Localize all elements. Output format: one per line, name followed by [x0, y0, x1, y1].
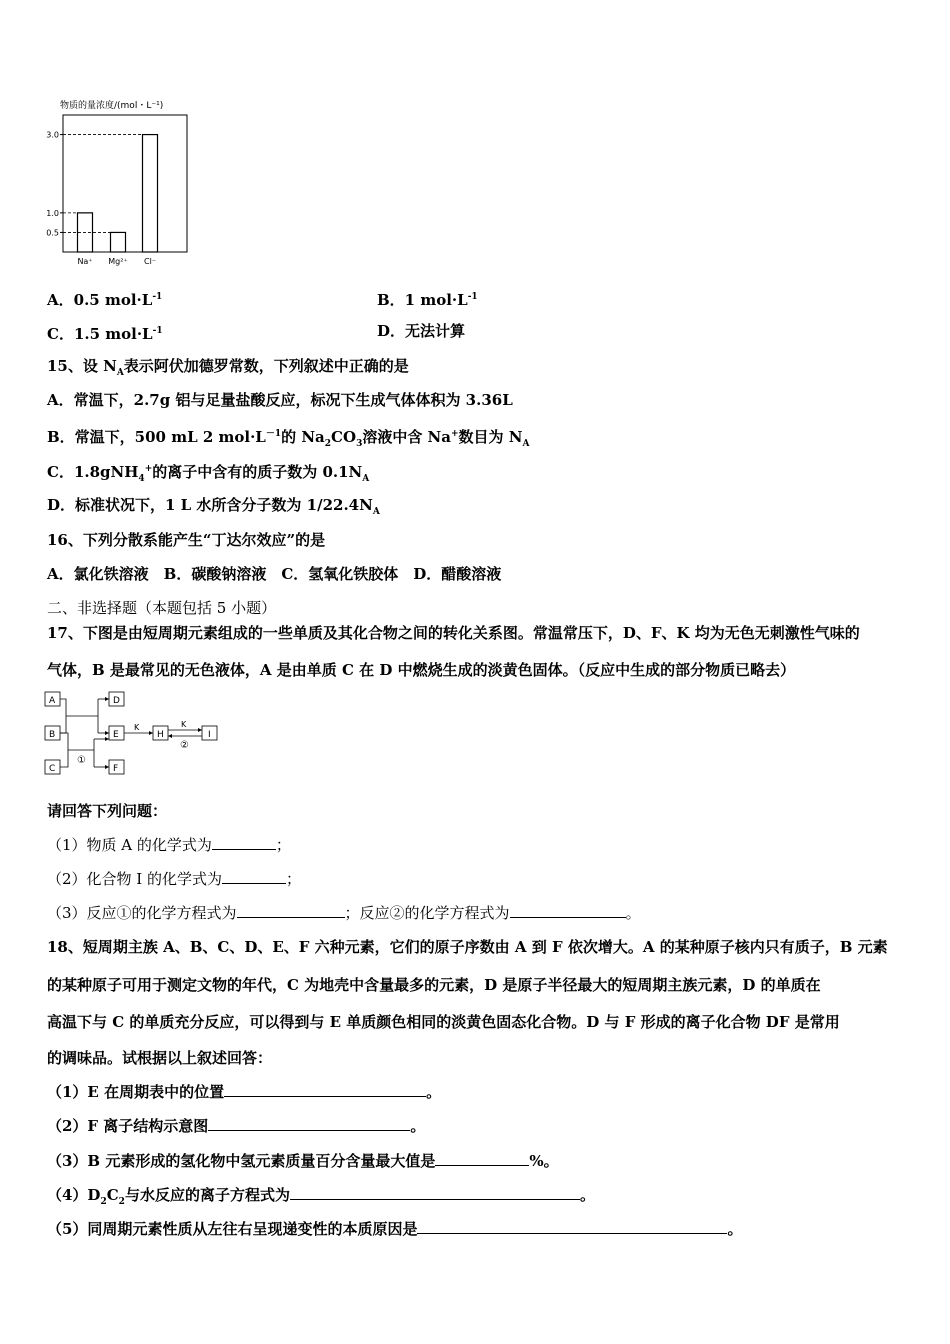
q17-sub-2: （2）化合物 I 的化学式为 ； — [47, 870, 302, 888]
chart-x-tick-label: Na⁺ — [77, 257, 93, 266]
chart-x-tick-label: Mg²⁺ — [108, 257, 128, 266]
answer-blank[interactable] — [208, 1116, 410, 1131]
q15-option-a: A．常温下，2.7g 铝与足量盐酸反应，标况下生成气体体积为 3.36L — [47, 391, 513, 409]
answer-blank[interactable] — [510, 903, 626, 918]
node-a: A — [49, 696, 56, 706]
edge-label-k-1: K — [134, 723, 140, 732]
node-b: B — [49, 730, 56, 740]
q17-prompt: 请回答下列问题： — [47, 802, 168, 820]
q15-option-b: B．常温下，500 mL 2 $mol\cdot L^{-1}$的 $Na_2CO_3$溶液中含 Na+数目为 $N_A$ — [47, 428, 530, 449]
node-h: H — [157, 730, 164, 740]
q14-option-c: C．1.5 $mol\cdot L^{-1}$ — [47, 325, 163, 343]
q17-sub-3: （3）反应①的化学方程式为 ；反应②的化学方程式为 。 — [47, 904, 641, 922]
answer-blank[interactable] — [237, 903, 345, 918]
answer-blank[interactable] — [212, 835, 276, 850]
q18-line-1: 18、短周期主族 A、B、C、D、E、F 六种元素，它们的原子序数由 A 到 F 依次增大。A 的某种原子核内只有质子，B 元素 — [47, 938, 888, 956]
q18-sub-4: $(4)D_2C_2$与水反应的离子方程式为 。 — [47, 1186, 595, 1207]
q14-option-b: B．1 $mol\cdot L^{-1}$ — [377, 291, 478, 309]
answer-blank[interactable] — [222, 869, 286, 884]
q18-line-3: 高温下与 C 的单质充分反应，可以得到与 E 单质颜色相同的淡黄色固态化合物。D 与 F 形成的离子化合物 DF 是常用 — [47, 1013, 840, 1031]
answer-blank[interactable] — [417, 1219, 727, 1234]
q18-sub-2: （2）F 离子结构示意图 。 — [47, 1117, 426, 1135]
q15-option-c: C．1.8gNH$_4$+的离子中含有的质子数为 $0.1N_A$ — [47, 463, 370, 484]
q17-line-1: 17、下图是由短周期元素组成的一些单质及其化合物之间的转化关系图。常温常压下，D、F、K 均为无色无刺激性气味的 — [47, 624, 860, 642]
node-e: E — [113, 730, 119, 740]
chart-y-tick-label: 3.0 — [46, 130, 59, 140]
q18-sub-3: （3）B 元素形成的氢化物中氢元素质量百分含量最大值是 %。 — [47, 1152, 559, 1170]
reaction-1-label: ① — [77, 755, 86, 766]
reaction-2-label: ② — [180, 740, 189, 751]
node-i: I — [208, 730, 211, 740]
q14-option-d: D．无法计算 — [377, 322, 466, 340]
chart-y-tick-label: 1.0 — [46, 208, 59, 218]
section-heading: 二、非选择题（本题包括 5 小题） — [47, 599, 277, 617]
answer-blank[interactable] — [290, 1185, 580, 1200]
node-d: D — [113, 696, 120, 706]
chart-bar — [111, 232, 126, 252]
answer-blank[interactable] — [224, 1082, 426, 1097]
chart-x-tick-label: Cl⁻ — [143, 257, 157, 266]
q14-option-a: A．0.5 $mol\cdot L^{-1}$ — [47, 291, 163, 309]
q18-line-4: 的调味品。试根据以上叙述回答： — [47, 1049, 273, 1067]
node-c: C — [49, 764, 56, 774]
q16-options: A．氯化铁溶液 B．碳酸钠溶液 C．氢氧化铁胶体 D．醋酸溶液 — [47, 565, 502, 583]
chart-ylabel: 物质的量浓度/(mol・L⁻¹) — [60, 101, 164, 111]
concentration-bar-chart — [40, 95, 200, 275]
q15-stem: 15、设 $N_A$表示阿伏加德罗常数，下列叙述中正确的是 — [47, 357, 409, 378]
node-f: F — [113, 764, 119, 774]
q15-option-d: D．标准状况下，1 L 水所含分子数为 $1/22.4N_A$ — [47, 496, 380, 517]
edge-label-k-2: K — [181, 720, 187, 729]
q18-sub-1: （1）E 在周期表中的位置 。 — [47, 1083, 442, 1101]
q17-sub-1: （1）物质 A 的化学式为 ； — [47, 836, 291, 854]
q18-sub-5: （5）同周期元素性质从左往右呈现递变性的本质原因是 。 — [47, 1220, 743, 1238]
chart-bar — [143, 135, 158, 252]
q16-stem: 16、下列分散系能产生“丁达尔效应”的是 — [47, 531, 326, 549]
chart-y-tick-label: 0.5 — [46, 228, 59, 238]
answer-blank[interactable] — [435, 1151, 529, 1166]
q18-line-2: 的某种原子可用于测定文物的年代，C 为地壳中含量最多的元素，D 是原子半径最大的短周期主族元素，D 的单质在 — [47, 976, 821, 994]
q17-line-2: 气体，B 是最常见的无色液体，A 是由单质 C 在 D 中燃烧生成的淡黄色固体。（反应中生成的部分物质已略去） — [47, 661, 796, 679]
transformation-diagram — [40, 686, 230, 781]
